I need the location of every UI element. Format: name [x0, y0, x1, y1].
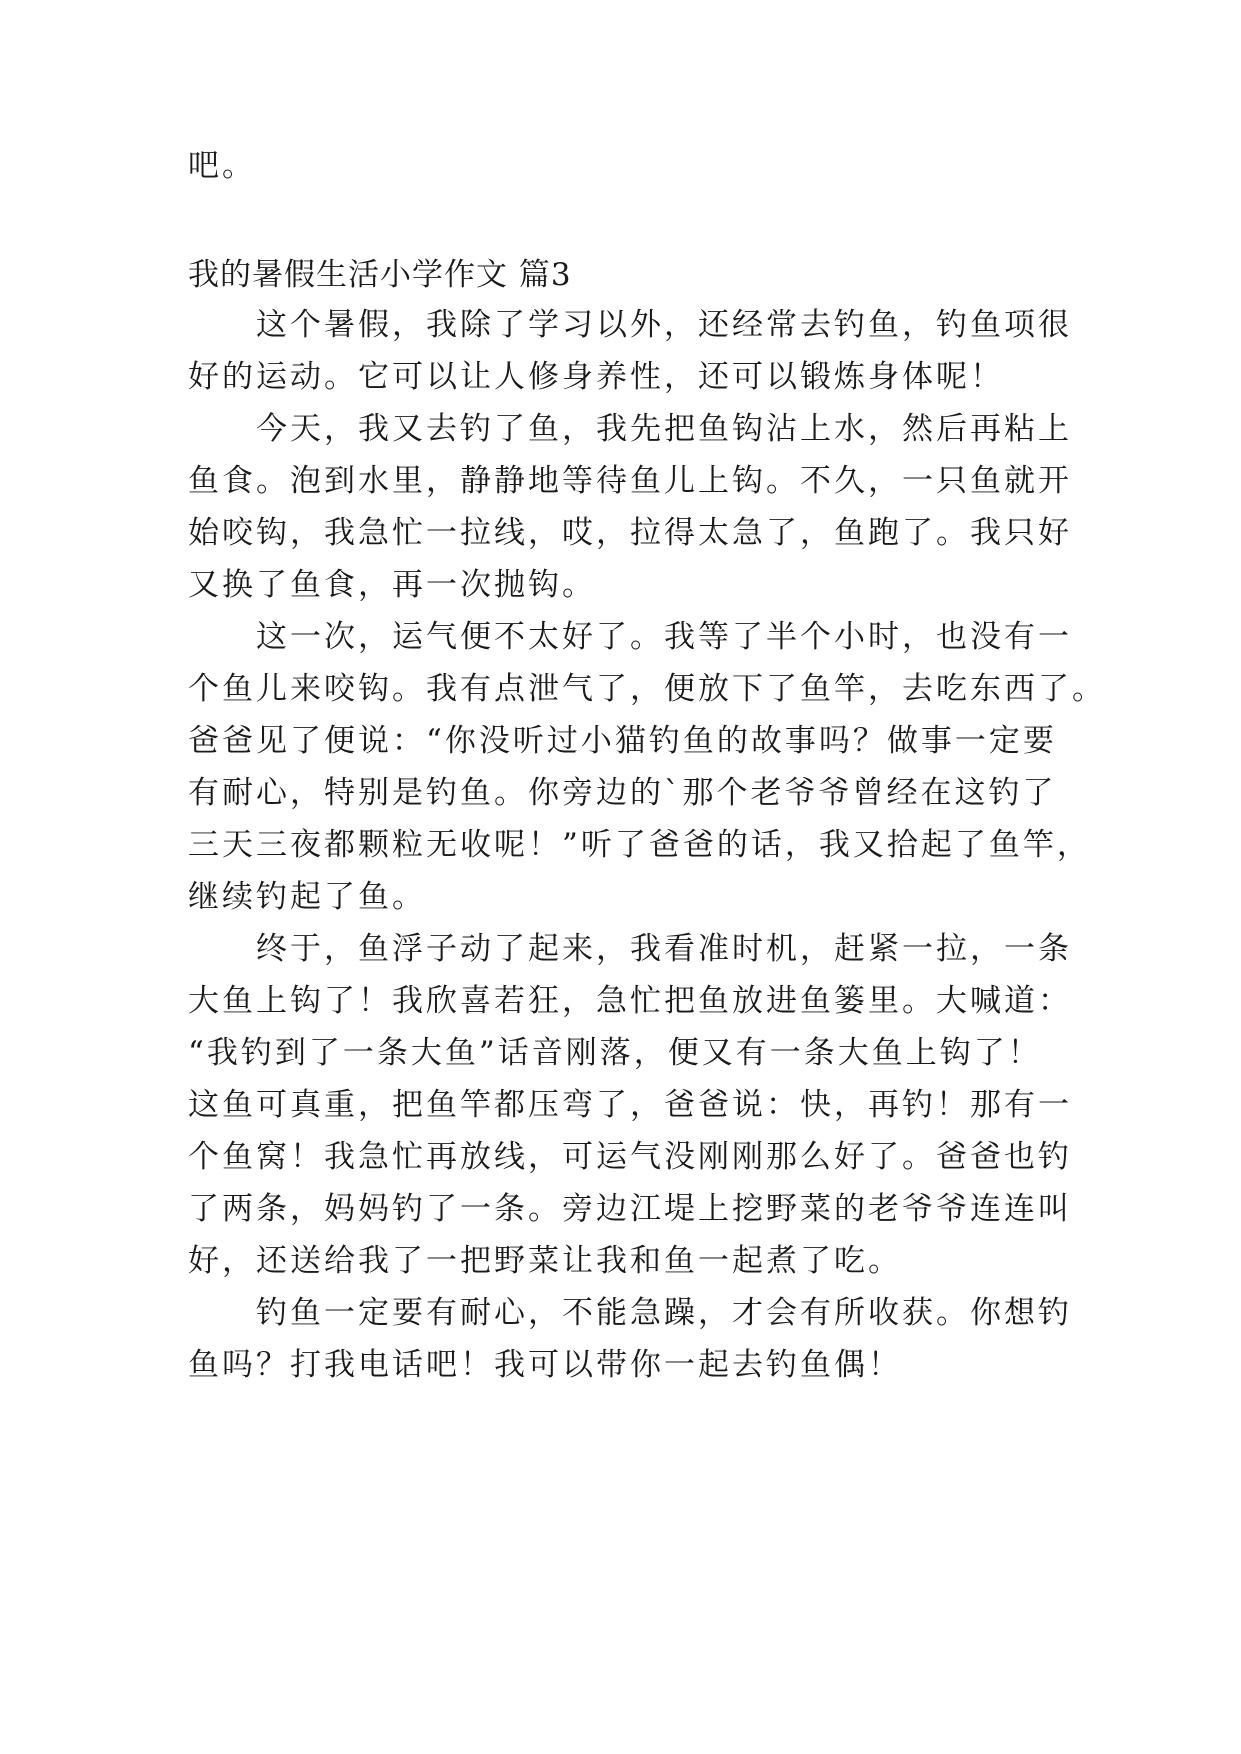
- paragraph-line: 终于，鱼浮子动了起来，我看准时机，赶紧一拉，一条: [256, 931, 1072, 967]
- paragraph-line: 个鱼儿来咬钩。我有点泄气了，便放下了鱼竿，去吃东西了。: [188, 671, 1106, 707]
- paragraph-line: 好，还送给我了一把野菜让我和鱼一起煮了吃。: [188, 1243, 902, 1279]
- paragraph-line: 大鱼上钩了！我欣喜若狂，急忙把鱼放进鱼篓里。大喊道：: [188, 983, 1072, 1019]
- paragraph-line: 这鱼可真重，把鱼竿都压弯了，爸爸说：快，再钓！那有一: [188, 1087, 1072, 1123]
- paragraph-line: 钓鱼一定要有耐心，不能急躁，才会有所收获。你想钓: [256, 1295, 1072, 1331]
- paragraph-line: “我钓到了一条大鱼”话音刚落，便又有一条大鱼上钩了！: [188, 1035, 1042, 1071]
- paragraph-line: 了两条，妈妈钓了一条。旁边江堤上挖野菜的老爷爷连连叫: [188, 1191, 1072, 1227]
- paragraph-line: 始咬钩，我急忙一拉线，哎，拉得太急了，鱼跑了。我只好: [188, 515, 1072, 551]
- previous-section-tail: 吧。: [188, 148, 256, 184]
- paragraph-line: 有耐心，特别是钓鱼。你旁边的`那个老爷爷曾经在这钓了: [188, 775, 1057, 811]
- paragraph-line: 个鱼窝！我急忙再放线，可运气没刚刚那么好了。爸爸也钓: [188, 1139, 1072, 1175]
- paragraph-line: 又换了鱼食，再一次抛钩。: [188, 567, 596, 603]
- paragraph-line: 鱼食。泡到水里，静静地等待鱼儿上钩。不久，一只鱼就开: [188, 463, 1072, 499]
- paragraph-line: 这一次，运气便不太好了。我等了半个小时，也没有一: [256, 619, 1072, 655]
- paragraph-line: 这个暑假，我除了学习以外，还经常去钓鱼，钓鱼项很: [256, 307, 1072, 343]
- paragraph-line: 爸爸见了便说：“你没听过小猫钓鱼的故事吗？做事一定要: [188, 723, 1057, 759]
- paragraph-line: 好的运动。它可以让人修身养性，还可以锻炼身体呢！: [188, 359, 1004, 395]
- paragraph-line: 继续钓起了鱼。: [188, 879, 426, 915]
- paragraph-line: 今天，我又去钓了鱼，我先把鱼钩沾上水，然后再粘上: [256, 411, 1072, 447]
- section-title: 我的暑假生活小学作文 篇3: [188, 257, 572, 293]
- paragraph-line: 三天三夜都颗粒无收呢！”听了爸爸的话，我又拾起了鱼竿，: [188, 827, 1091, 863]
- paragraph-line: 鱼吗？打我电话吧！我可以带你一起去钓鱼偶！: [188, 1347, 902, 1383]
